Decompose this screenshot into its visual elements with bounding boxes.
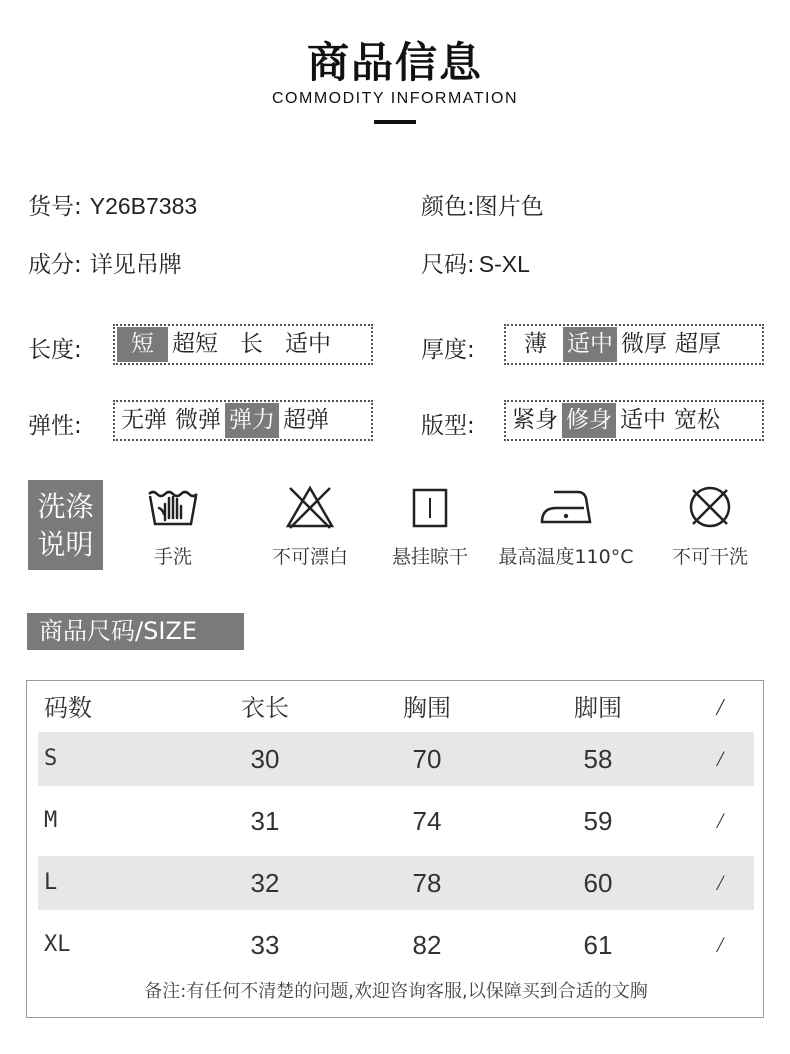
column-header: 码数 xyxy=(44,694,92,722)
size-code: XL xyxy=(44,932,71,957)
chest-value: 74 xyxy=(412,806,442,836)
hem-value: 59 xyxy=(583,806,613,836)
size-label: 尺码: xyxy=(421,252,475,278)
thickness-options xyxy=(504,324,764,365)
extra-value: / xyxy=(716,746,724,771)
chest-value: 82 xyxy=(412,930,442,960)
size-value: S-XL xyxy=(478,251,530,277)
iron-icon xyxy=(538,484,594,530)
thickness-option[interactable]: 适中 xyxy=(563,327,617,362)
thickness-option[interactable]: 超厚 xyxy=(675,331,721,357)
size-code: S xyxy=(44,746,58,771)
length-value: 31 xyxy=(250,806,280,836)
wash-item-no-bleach xyxy=(258,484,362,569)
wash-item-no-dry-clean xyxy=(658,484,762,569)
page-title: 商品信息 xyxy=(306,38,483,87)
page-subtitle: COMMODITY INFORMATION xyxy=(271,90,518,107)
table-row xyxy=(38,856,754,910)
wash-item-hang-dry xyxy=(378,484,482,569)
wash-title xyxy=(28,480,103,570)
wash-title-line2: 说明 xyxy=(37,528,94,561)
no-dry-clean-label: 不可干洗 xyxy=(671,546,748,568)
chest-value: 70 xyxy=(412,744,442,774)
fit-option[interactable]: 宽松 xyxy=(674,407,720,433)
wash-title-line1: 洗涤 xyxy=(37,490,94,523)
thickness-option[interactable]: 薄 xyxy=(524,331,547,357)
title-underline xyxy=(374,120,416,124)
table-row xyxy=(38,794,754,848)
elasticity-option[interactable]: 弹力 xyxy=(225,403,279,438)
size-info xyxy=(421,246,530,279)
size-section-heading: 商品尺码/SIZE xyxy=(27,613,244,650)
elasticity-option[interactable]: 微弹 xyxy=(175,407,221,433)
column-header: / xyxy=(716,695,724,721)
no-bleach-icon xyxy=(284,484,336,530)
extra-value: / xyxy=(716,808,724,833)
table-row xyxy=(38,732,754,786)
size-code: M xyxy=(44,808,58,833)
extra-value: / xyxy=(716,870,724,895)
thickness-option[interactable]: 微厚 xyxy=(621,331,667,357)
column-header: 脚围 xyxy=(574,694,622,722)
thickness-label: 厚度: xyxy=(421,337,475,363)
item-number-label: 货号: xyxy=(28,194,82,220)
no-bleach-label: 不可漂白 xyxy=(271,546,348,568)
item-number xyxy=(28,188,197,221)
length-option[interactable]: 长 xyxy=(240,331,263,357)
size-table-header xyxy=(38,681,754,735)
fit-label: 版型: xyxy=(421,413,475,439)
wash-item-hand-wash xyxy=(128,484,218,569)
length-value: 33 xyxy=(250,930,280,960)
material-value: 详见吊牌 xyxy=(89,252,182,278)
size-table xyxy=(26,680,764,1018)
length-value: 30 xyxy=(250,744,280,774)
fit-option[interactable]: 紧身 xyxy=(512,407,558,433)
table-row xyxy=(38,918,754,972)
column-header: 胸围 xyxy=(403,694,451,722)
color-value: 图片色 xyxy=(474,194,544,220)
size-table-note: 备注:有任何不清楚的问题,欢迎咨询客服,以保障买到合适的文胸 xyxy=(144,981,648,1002)
material-info xyxy=(28,246,182,279)
wash-item-iron xyxy=(490,484,642,569)
fit-option[interactable]: 适中 xyxy=(620,407,666,433)
hem-value: 61 xyxy=(583,930,613,960)
iron-label: 最高温度110°C xyxy=(498,546,634,568)
length-options xyxy=(113,324,373,365)
no-dry-clean-icon xyxy=(685,484,735,530)
chest-value: 78 xyxy=(412,868,442,898)
fit-options xyxy=(504,400,764,441)
length-option[interactable]: 超短 xyxy=(172,331,218,357)
elasticity-option[interactable]: 超弹 xyxy=(283,407,329,433)
length-option[interactable]: 短 xyxy=(117,327,168,362)
column-header: 衣长 xyxy=(241,694,289,722)
color-info xyxy=(421,188,544,221)
elasticity-options xyxy=(113,400,373,441)
length-label: 长度: xyxy=(28,337,82,363)
hand-wash-icon xyxy=(145,484,201,530)
extra-value: / xyxy=(716,932,724,957)
hang-dry-icon xyxy=(410,484,450,530)
material-label: 成分: xyxy=(28,252,82,278)
item-number-value: Y26B7383 xyxy=(89,193,198,219)
color-label: 颜色: xyxy=(421,194,475,220)
hem-value: 58 xyxy=(583,744,613,774)
length-value: 32 xyxy=(250,868,280,898)
elasticity-option[interactable]: 无弹 xyxy=(121,407,167,433)
length-option[interactable]: 适中 xyxy=(285,331,331,357)
hem-value: 60 xyxy=(583,868,613,898)
hand-wash-label: 手洗 xyxy=(153,546,192,568)
size-code: L xyxy=(44,870,58,895)
elasticity-label: 弹性: xyxy=(28,413,82,439)
fit-option[interactable]: 修身 xyxy=(562,403,616,438)
hang-dry-label: 悬挂晾干 xyxy=(391,546,468,568)
